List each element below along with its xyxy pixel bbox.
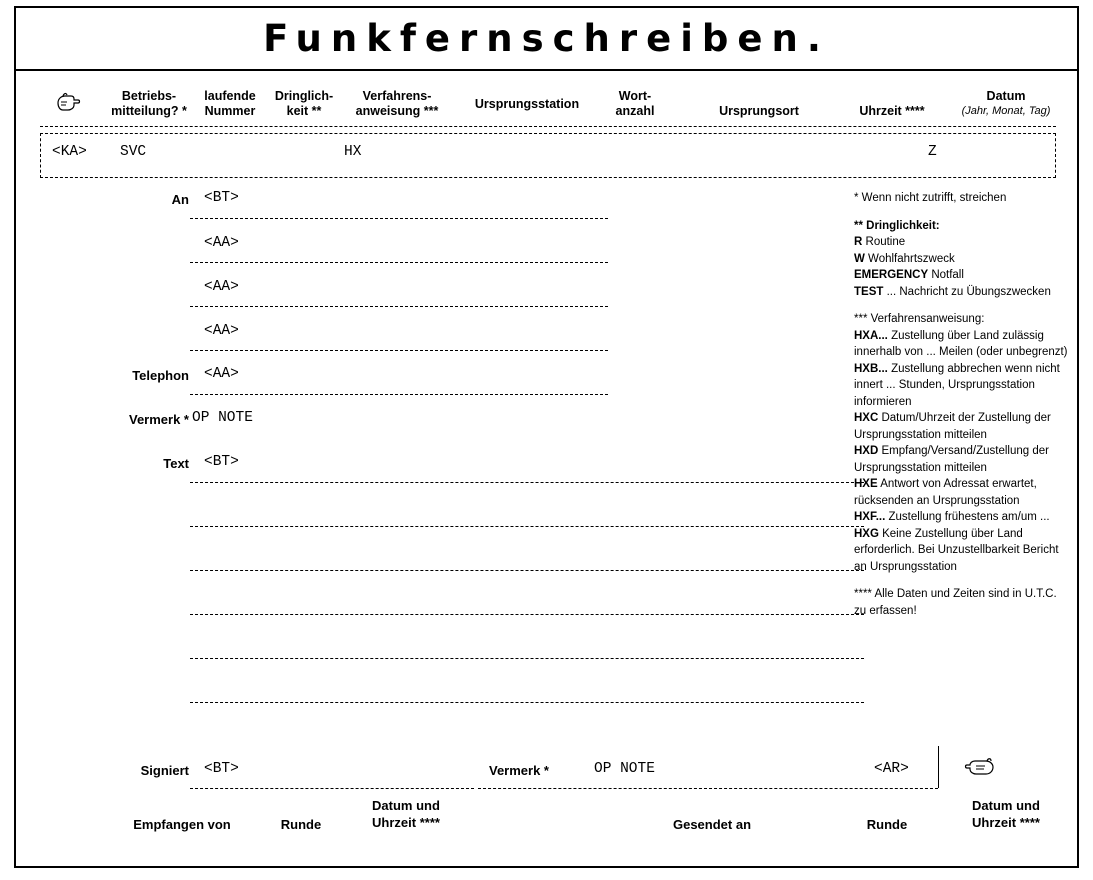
note-text-w: Wohlfahrtszweck — [864, 252, 955, 265]
note-code-hxa: HXA... — [854, 329, 888, 342]
row-value-text[interactable]: <BT> — [204, 454, 239, 470]
note-verfahrensanweisung — [854, 311, 1069, 575]
col-head-line1: Betriebs- — [121, 89, 177, 103]
footer-caption-line2: Uhrzeit **** — [972, 815, 1040, 830]
col-head-line1: Uhrzeit **** — [859, 104, 925, 118]
col-head-line1: Wort- — [618, 89, 652, 103]
row-value-telephon[interactable]: <AA> — [204, 366, 239, 382]
col-head-wortanzahl — [592, 89, 678, 119]
footer-value-vermerk[interactable]: OP NOTE — [594, 761, 655, 777]
note-text-hxg: Keine Zustellung über Land erforderlich. Bei Unzustellbarkeit Bericht an Ursprungsstation — [854, 527, 1059, 573]
field-verfahrensanweisung[interactable]: HX — [344, 144, 362, 160]
note-code-hxc: HXC — [854, 412, 879, 424]
col-head-line1: laufende — [204, 89, 256, 103]
footer-value-signiert[interactable]: <BT> — [204, 761, 239, 777]
form-sheet — [14, 6, 1079, 868]
text-line-6 — [190, 702, 864, 703]
col-head-line2: anzahl — [615, 104, 655, 118]
note-code-hxb: HXB... — [854, 362, 888, 375]
row-value-aa-1[interactable]: <AA> — [204, 235, 239, 251]
note-text-hxe: Antwort von Adressat erwartet, rücksenden an Ursprungsstation — [854, 478, 1037, 507]
col-head-line1: Ursprungsstation — [474, 97, 580, 111]
form-title-band — [16, 8, 1077, 71]
col-head-line1: Dringlich- — [274, 89, 334, 103]
footer-caption-datum-uhrzeit-right — [948, 797, 1064, 831]
note-text-test: ... Nachricht zu Übungszwecken — [883, 285, 1051, 298]
footer-caption-line2: Uhrzeit **** — [372, 815, 440, 830]
footer-line-vermerk — [478, 788, 938, 789]
col-head-ursprungsstation — [446, 97, 608, 112]
col-head-line1: Datum — [986, 89, 1026, 103]
col-head-uhrzeit — [844, 104, 940, 119]
row-line-aa-2 — [190, 306, 608, 307]
note-code-r: R — [854, 236, 863, 248]
note-code-emergency: EMERGENCY — [854, 269, 929, 281]
note-code-w: W — [854, 252, 865, 265]
note-dringlichkeit — [854, 218, 1069, 301]
note-text-hxa: Zustellung über Land zulässig innerhalb von ... Meilen (oder unbegrenzt) — [854, 329, 1068, 358]
text-line-5 — [190, 658, 864, 659]
header-separator-line — [40, 126, 1056, 127]
notes-column — [854, 190, 1069, 630]
note-text-hxd: Empfang/Versand/Zustellung der Ursprungsstation mitteilen — [854, 445, 1049, 474]
col-head-line2: keit ** — [286, 104, 322, 118]
footer-caption-runde-left: Runde — [280, 817, 322, 832]
pointing-hand-icon-footer — [963, 756, 997, 778]
row-label-vermerk: Vermerk * — [129, 412, 189, 427]
footer-caption-line1: Datum und — [372, 798, 440, 813]
field-ka[interactable]: <KA> — [52, 144, 87, 160]
col-head-datum — [936, 89, 1076, 119]
text-line-1 — [190, 482, 864, 483]
footer-label-signiert: Signiert — [140, 763, 189, 778]
col-head-dringlichkeit — [260, 89, 348, 119]
footer-label-vermerk: Vermerk * — [489, 763, 549, 778]
note-code-test: TEST — [854, 285, 884, 298]
note-utc: **** Alle Daten und Zeiten sind in U.T.C. zu erfassen! — [854, 588, 1057, 617]
row-line-aa-3 — [190, 350, 608, 351]
pointing-hand-icon — [54, 90, 84, 114]
note-text-hxf: Zustellung frühestens am/um ... — [885, 511, 1050, 523]
row-line-an — [190, 218, 608, 219]
row-label-telephon: Telephon — [132, 368, 189, 383]
footer-caption-datum-uhrzeit-left — [348, 797, 464, 831]
footer-divider-left — [938, 746, 939, 788]
col-head-line2: Nummer — [204, 104, 256, 118]
field-uhrzeit[interactable]: Z — [928, 144, 937, 160]
row-value-aa-2[interactable]: <AA> — [204, 279, 239, 295]
text-line-4 — [190, 614, 864, 615]
footer-caption-gesendet-an: Gesendet an — [672, 817, 752, 832]
footer-caption-line1: Datum und — [972, 798, 1040, 813]
footer-value-ar[interactable]: <AR> — [874, 761, 909, 777]
page-title: Funkfernschreiben. — [263, 17, 830, 60]
text-line-3 — [190, 570, 864, 571]
footer-caption-empfangen-von: Empfangen von — [133, 817, 231, 832]
row-value-vermerk[interactable]: OP NOTE — [192, 410, 253, 426]
note-dringlichkeit-title: ** Dringlichkeit: — [854, 219, 940, 232]
note-text-emergency: Notfall — [928, 269, 964, 281]
row-value-aa-3[interactable]: <AA> — [204, 323, 239, 339]
row-label-text: Text — [163, 456, 189, 471]
text-line-2 — [190, 526, 864, 527]
note-text-hxb: Zustellung abbrechen wenn nicht innert ... Stunden, Ursprungsstation informieren — [854, 362, 1060, 408]
col-head-line2: (Jahr, Monat, Tag) — [961, 105, 1051, 117]
note-code-hxe: HXE — [854, 478, 878, 490]
footer-caption-runde-right: Runde — [866, 817, 908, 832]
col-head-line1: Verfahrens- — [362, 89, 432, 103]
col-head-ursprungsort — [696, 104, 822, 119]
row-line-telephon — [190, 394, 608, 395]
header-entry-box[interactable] — [40, 133, 1056, 178]
note-text-hxc: Datum/Uhrzeit der Zustellung der Ursprungsstation mitteilen — [854, 412, 1051, 441]
col-head-line1: Ursprungsort — [719, 104, 799, 118]
col-head-verfahrensanweisung — [336, 89, 458, 119]
row-label-an: An — [171, 192, 189, 207]
note-verfahren-title: *** Verfahrensanweisung: — [854, 313, 985, 325]
row-value-an[interactable]: <BT> — [204, 190, 239, 206]
footer-line-signiert — [190, 788, 474, 789]
row-line-aa-1 — [190, 262, 608, 263]
note-text-r: Routine — [862, 236, 906, 248]
col-head-line2: anweisung *** — [355, 104, 439, 118]
field-betriebsmitteilung[interactable]: SVC — [120, 144, 147, 160]
note-asterisk: * Wenn nicht zutrifft, streichen — [854, 192, 1007, 204]
note-code-hxd: HXD — [854, 445, 879, 457]
col-head-line2: mitteilung? * — [111, 104, 187, 118]
note-code-hxg: HXG — [854, 527, 879, 540]
note-code-hxf: HXF... — [854, 511, 886, 523]
